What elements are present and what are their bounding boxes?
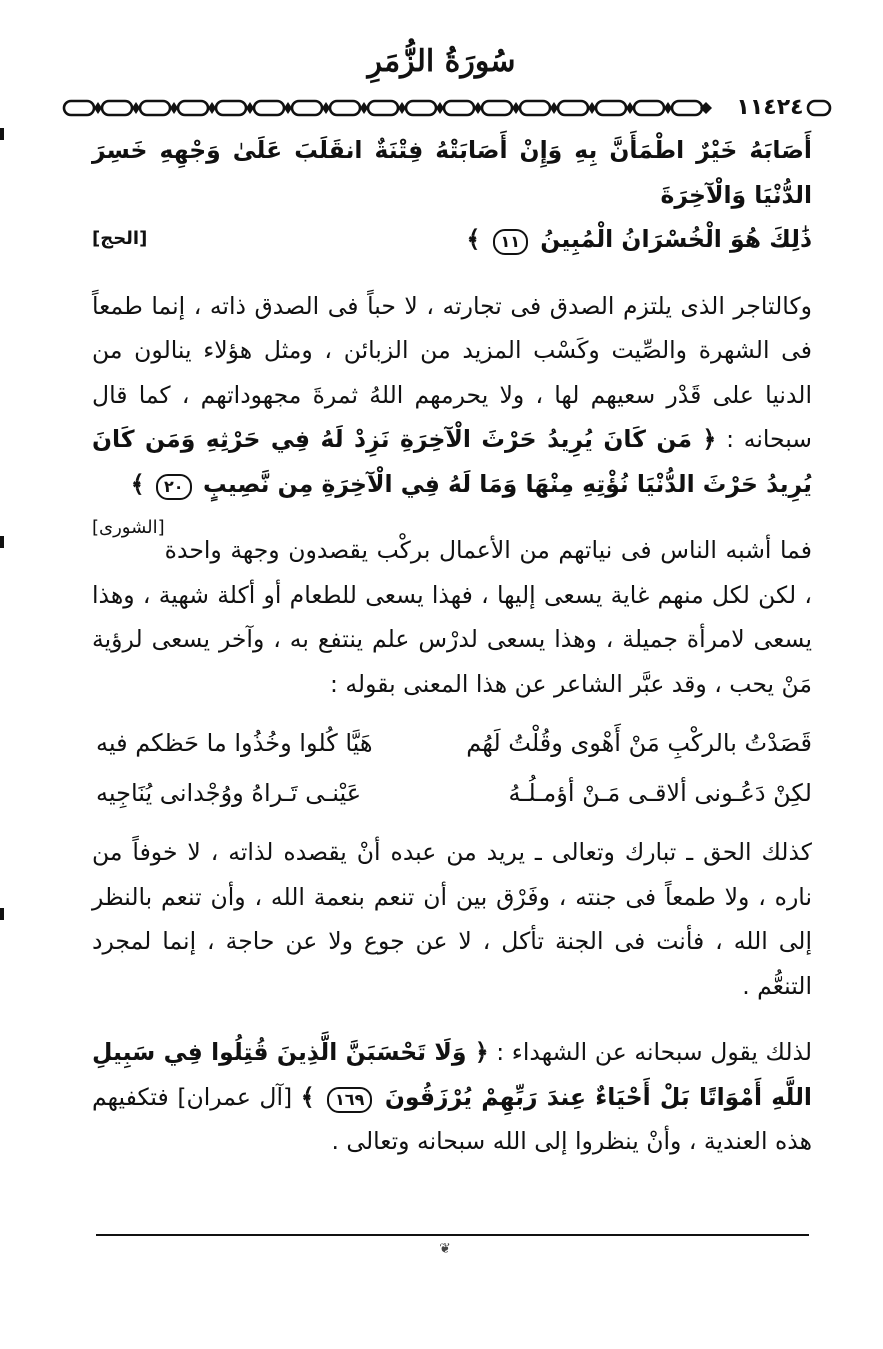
paragraph-text: لذلك يقول سبحانه عن الشهداء : — [496, 1038, 812, 1066]
verse-first-hemistich: لكِنْ دَعُـونى ألاقـى مَـنْ أؤمـلُـهُ — [508, 779, 812, 807]
paragraph-text: فتكفيهم هذه العندية ، وأنْ ينظروا إلى الله سبحانه وتعالى . — [92, 1082, 812, 1155]
quran-quote-2: ﴿ مَن كَانَ يُرِيدُ حَرْثَ الْآخِرَةِ نَزِدْ لَهُ فِي حَرْثِهِ وَمَن كَانَ يُرِيدُ حَرْثَ الدُّنْيَا نُؤْتِهِ مِنْهَا وَمَا لَهُ فِي الْآخِرَةِ مِن نَّصِيبٍ — [92, 425, 812, 498]
quran-source: [آل عمران] — [177, 1082, 293, 1111]
ayah-number: ١٦٩ — [327, 1087, 372, 1113]
closing-bracket-icon: ﴾ — [300, 1082, 315, 1111]
quran-quote-1-line-1: أَصَابَهُ خَيْرٌ اطْمَأَنَّ بِهِ وَإِنْ أَصَابَتْهُ فِتْنَةٌ انقَلَبَ عَلَىٰ وَجْهِهِ خَسِرَ الدُّنْيَا وَالْآخِرَةَ — [92, 136, 812, 209]
page-number: ١١٤٢٤ — [736, 95, 804, 120]
paragraph-text: وكالتاجر الذى يلتزم الصدق فى تجارته ، لا حباً فى الصدق ذاته ، إنما طمعاً فى الشهرة والصِّيت وكَسْب المزيد من الزبائن ، ومثل هؤلاء ينالون من الدنيا على قَدْر سعيهم لها ، ولا يحرمهم اللهُ ثمرةَ مجهوداتهم ، كما قال سبحانه : — [92, 291, 812, 453]
paragraph: فما أشبه الناس فى نياتهم من الأعمال بركْب يقصدون وجهة واحدة ، لكن لكل منهم غاية يسعى إليها ، فهذا يسعى للطعام أو أكلة شهية ، وهذا يسعى لامرأة جميلة ، وهذا يسعى لدرْس علم ينتفع به ، وآخر يسعى لرؤية مَنْ يحب ، وقد عبَّر الشاعر عن هذا المعنى بقوله : — [92, 536, 812, 698]
verse-second-hemistich: عَيْنـى تَـراهُ ووُجْدانى يُنَاجِيه — [96, 779, 362, 807]
ornament-end-cap — [806, 90, 832, 126]
quran-quote-3: ﴿ وَلَا تَحْسَبَنَّ الَّذِينَ قُتِلُوا فِي سَبِيلِ اللَّهِ أَمْوَاتًا بَلْ أَحْيَاءٌ عِندَ رَبِّهِمْ يُرْزَقُونَ — [92, 1038, 812, 1111]
ayah-number: ٢٠ — [156, 474, 192, 500]
footer-rule — [96, 1234, 809, 1236]
footer-ornament-icon: ❦ — [439, 1241, 451, 1257]
quran-quote-1-line-2: ذَٰلِكَ هُوَ الْخُسْرَانُ الْمُبِينُ — [540, 225, 812, 253]
poetry-verse — [92, 768, 812, 818]
closing-bracket-icon: ﴾ — [466, 225, 481, 253]
ornament-border — [60, 90, 720, 126]
poetry-verse — [92, 718, 812, 768]
quran-source: [الحج] — [92, 228, 148, 249]
paragraph — [92, 1030, 812, 1164]
scan-margin-mark — [0, 908, 4, 920]
quran-quote-1-cont — [92, 217, 812, 262]
scan-margin-mark — [0, 128, 4, 140]
verse-first-hemistich: قَصَدْتُ بالركْبِ مَنْ أَهْوى وقُلْتُ لَهُم — [466, 729, 812, 757]
ayah-number: ١١ — [493, 229, 529, 255]
closing-bracket-icon: ﴾ — [130, 469, 145, 498]
quran-source: [الشورى] — [92, 517, 165, 538]
scan-margin-mark — [0, 536, 4, 548]
verse-second-hemistich: هَيَّا كُلوا وخُذُوا ما حَظكم فيه — [96, 729, 373, 757]
paragraph — [92, 284, 812, 538]
surah-title: سُورَةُ الزُّمَرِ — [367, 44, 516, 79]
paragraph: كذلك الحق ـ تبارك وتعالى ـ يريد من عبده أنْ يقصده لذاته ، لا خوفاً من ناره ، ولا طمعاً فى جنته ، وفَرْق بين أن تنعم بنعمة الله ، وأن تنعم بالنظر إلى الله ، فأنت فى الجنة تأكل ، لا عن جوع ولا عن حاجة ، إنما لمجرد التنعُّم . — [92, 838, 812, 1000]
quran-quote-1 — [92, 128, 812, 217]
page-content — [92, 128, 812, 1164]
